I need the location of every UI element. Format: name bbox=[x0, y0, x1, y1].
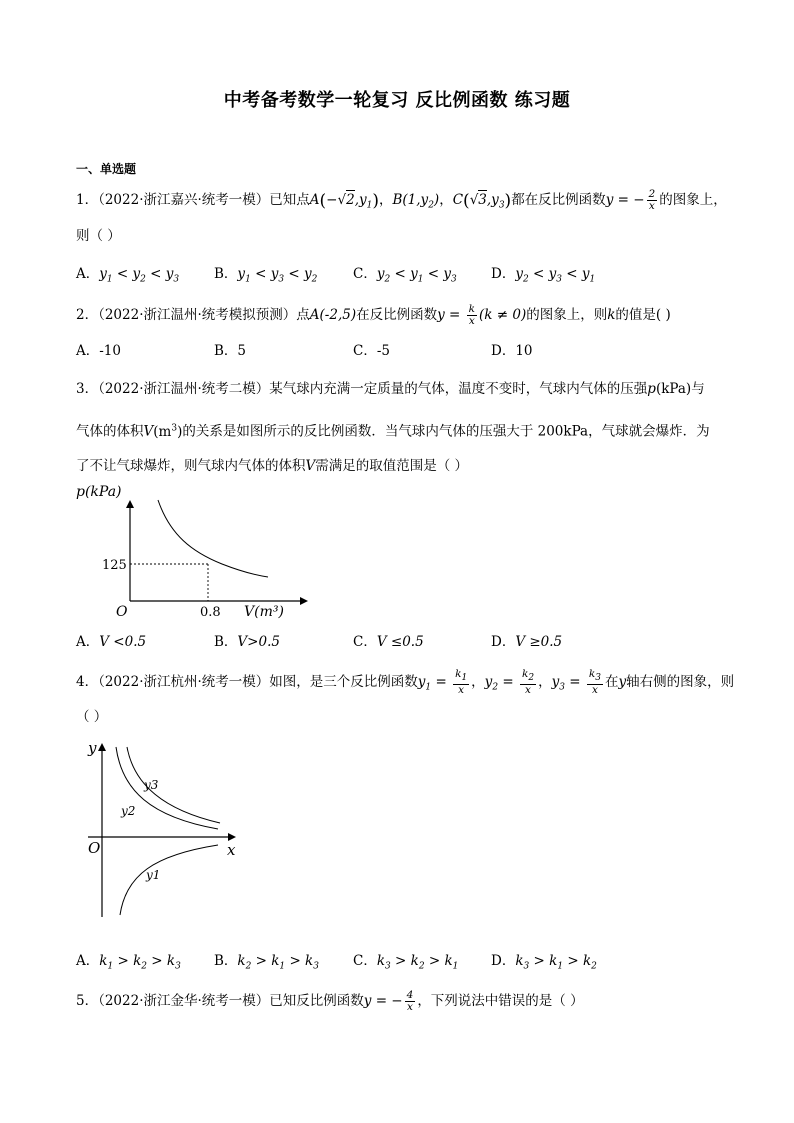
q4-reciprocal-graph bbox=[80, 735, 255, 925]
q1-option-d[interactable]: D．$y_2 < y_3 < y_1$ bbox=[491, 266, 596, 285]
q3-xlabel: V(m³) bbox=[244, 604, 284, 620]
question-3: 3．（2022·浙江温州·统考二模）某气球内充满一定质量的气体，温度不变时，气球内气体的压强p(kPa)与 bbox=[76, 381, 705, 397]
q1-point-a: $A(-√2,y_1)$ bbox=[309, 191, 379, 211]
q4-y1-label: y1 bbox=[146, 868, 161, 882]
q3-curve bbox=[158, 500, 268, 577]
q2-prefix: 2．（2022·浙江温州·统考模拟预测）点 bbox=[76, 307, 310, 323]
q3-xtick: 0.8 bbox=[200, 605, 221, 620]
q2-point: A(-2,5) bbox=[309, 307, 357, 323]
q1-line2: 则（ ） bbox=[76, 228, 121, 244]
q3-option-b[interactable]: B．V>0.5 bbox=[214, 634, 280, 650]
q4-x-arrow bbox=[228, 833, 236, 841]
q3-x-arrow bbox=[300, 597, 308, 605]
q3-line3: 了不让气球爆炸，则气球内气体的体积V需满足的取值范围是（ ） bbox=[76, 458, 469, 474]
q2-option-c[interactable]: C．-5 bbox=[353, 343, 390, 359]
q4-x-label: x bbox=[227, 841, 236, 859]
q4-y2-label: y2 bbox=[121, 804, 136, 818]
q2-function: y = $\frac{k}{x}$ (k ≠ 0) bbox=[437, 303, 527, 327]
q1-function: y = − $\frac{2}{x}$ bbox=[605, 188, 656, 212]
question-1: 1．（2022·浙江嘉兴·统考一模）已知点$A(-√2,y_1)$，$B(1,y_2)$，$C(√3,y_3)$都在反比例函数y = − $\frac{2}{x}$ 的图象上， bbox=[76, 188, 727, 212]
q4-y3-label: y3 bbox=[144, 778, 159, 792]
q3-origin: O bbox=[116, 604, 128, 620]
q2-option-d[interactable]: D．10 bbox=[491, 343, 533, 359]
q4-option-a[interactable]: A．$k_1 > k_2 > k_3$ bbox=[76, 953, 181, 972]
q4-y-label: y bbox=[88, 739, 97, 757]
q3-y-arrow bbox=[126, 500, 134, 508]
q3-option-d[interactable]: D．V ≥0.5 bbox=[491, 634, 563, 650]
q1-after: 都在反比例函数 bbox=[511, 192, 606, 208]
question-2 bbox=[76, 304, 671, 327]
q1-point-c: $C(√3,y_3)$ bbox=[452, 191, 512, 211]
q3-line2: 气体的体积$V(m^3)$的关系是如图所示的反比例函数．当气球内气体的压强大于 200kPa，气球就会爆炸．为 bbox=[76, 423, 710, 440]
q1-option-b[interactable]: B．$y_1 < y_3 < y_2$ bbox=[214, 266, 318, 285]
q4-y-arrow bbox=[98, 743, 106, 751]
page-title: 中考备考数学一轮复习 反比例函数 练习题 bbox=[223, 90, 571, 111]
q3-ylabel: p(kPa) bbox=[76, 484, 122, 500]
q1-option-a[interactable]: A．$y_1 < y_2 < y_3$ bbox=[76, 266, 180, 285]
q1-prefix: 1．（2022·浙江嘉兴·统考一模）已知点 bbox=[76, 192, 310, 208]
q4-curve-y3 bbox=[127, 747, 220, 823]
q2-mid: 在反比例函数 bbox=[356, 307, 438, 323]
q4-option-b[interactable]: B．$k_2 > k_1 > k_3$ bbox=[214, 953, 319, 972]
q4-curve-y1 bbox=[120, 845, 218, 915]
q3-pressure-volume-graph bbox=[72, 480, 322, 625]
q2-k: k bbox=[607, 307, 616, 323]
q3-ytick: 125 bbox=[102, 558, 127, 573]
question-4: 4．（2022·浙江杭州·统考一模）如图，是三个反比例函数$y_1$ = $\frac{k_1}{x}$ ，$y_2$ = $\frac{k_2}{x}$ ，$y_3$ = $\frac{k_3}{x}$ 在y轴右侧的图象，则 bbox=[76, 668, 735, 697]
q3-option-c[interactable]: C．V ≤0.5 bbox=[353, 634, 424, 650]
section-heading: 一、单选题 bbox=[76, 162, 137, 176]
q4-line2: （ ） bbox=[76, 709, 108, 725]
q4-option-c[interactable]: C．$k_3 > k_2 > k_1$ bbox=[353, 953, 459, 972]
q2-tail: 的图象上，则 bbox=[526, 307, 608, 323]
q2-end: 的值是( ) bbox=[615, 307, 671, 323]
q2-option-a[interactable]: A．-10 bbox=[76, 343, 121, 359]
q2-option-b[interactable]: B．5 bbox=[214, 343, 247, 359]
q1-point-b: $B(1,y_2)$ bbox=[392, 192, 440, 211]
q4-option-d[interactable]: D．$k_3 > k_1 > k_2$ bbox=[491, 953, 597, 972]
question-5: 5．（2022·浙江金华·统考一模）已知反比例函数y = − $\frac{4}{x}$ ，下列说法中错误的是（ ） bbox=[76, 989, 584, 1013]
q1-tail: 的图象上， bbox=[659, 192, 727, 208]
q1-option-c[interactable]: C．$y_2 < y_1 < y_3$ bbox=[353, 266, 457, 285]
q5-function: y = − $\frac{4}{x}$ bbox=[363, 989, 414, 1013]
q4-origin: O bbox=[88, 839, 101, 857]
q3-option-a[interactable]: A．V <0.5 bbox=[76, 634, 147, 650]
